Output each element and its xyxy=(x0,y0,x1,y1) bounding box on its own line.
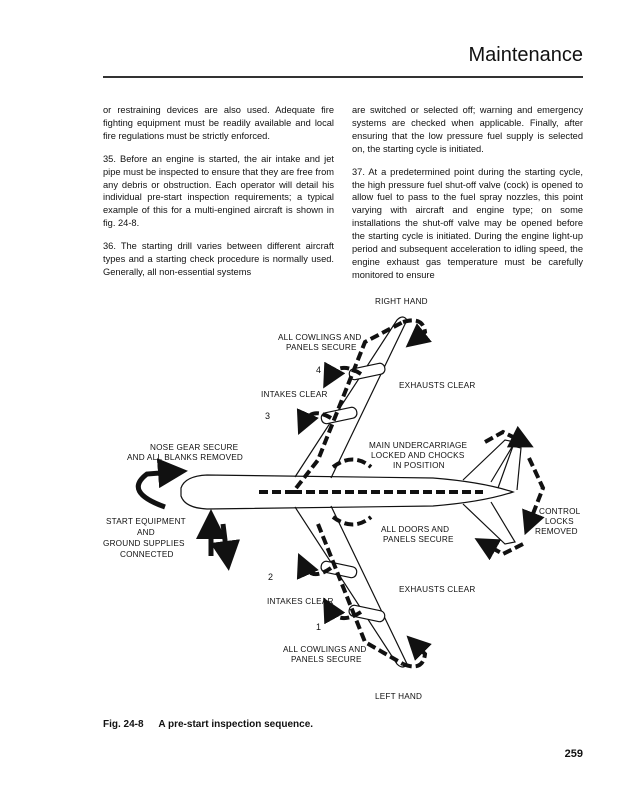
caption-text: A pre-start inspection sequence. xyxy=(158,719,314,730)
paragraph: are switched or selected off; warning and emergency systems are checked when applicable. Finally, after ensuring that the low pressure fuel supply is selected on, the starting cycle is initiated. xyxy=(352,105,583,154)
label-cowlings-top-1: ALL COWLINGS AND xyxy=(278,333,362,342)
label-nose-gear-1: NOSE GEAR SECURE xyxy=(150,443,239,452)
label-control-3: REMOVED xyxy=(535,527,578,536)
left-column xyxy=(103,104,334,289)
paragraph-35: 35. Before an engine is started, the air intake and jet pipe must be inspected to ensure that they are free from any debris or obstruction. Each operator will detail his individual pre-start inspection requirements; a typical example of this for a multi-engined aircraft is shown in fig. 24-8. xyxy=(103,153,335,229)
label-exhausts-bottom: EXHAUSTS CLEAR xyxy=(399,585,476,594)
header-rule xyxy=(103,76,583,78)
label-doors-2: PANELS SECURE xyxy=(383,535,454,544)
engine-number-4: 4 xyxy=(316,365,322,375)
label-start-equipment-1: START EQUIPMENT xyxy=(106,517,186,526)
paragraph: or restraining devices are also used. Adequate fire fighting equipment must be readily available and local fire regulations must be strictly enforced. xyxy=(103,105,334,141)
paragraph-37: 37. At a predetermined point during the starting cycle, the high pressure fuel shut-off valve (cock) is opened to allow fuel to pass to the fuel spray nozzles, this point varying with aircraft and engine type; on some installations the shut-off valve may be opened before the starting cycle is initiated. During the engine light-up period and subsequent acceleration to idling speed, the engine exhaust gas temperature must be carefully monitored to ensure xyxy=(352,166,583,280)
label-cowlings-top-2: PANELS SECURE xyxy=(286,343,357,352)
inspection-sequence-figure xyxy=(103,292,583,710)
label-intakes-top: INTAKES CLEAR xyxy=(261,390,328,399)
aircraft-diagram xyxy=(103,292,583,710)
label-nose-gear-2: AND ALL BLANKS REMOVED xyxy=(127,453,244,462)
label-start-equipment-2: AND xyxy=(137,528,155,537)
page-number: 259 xyxy=(564,748,583,760)
engine-number-1: 1 xyxy=(316,622,322,632)
label-exhausts-top: EXHAUSTS CLEAR xyxy=(399,381,476,390)
section-title: Maintenance xyxy=(468,44,583,66)
engine-number-2: 2 xyxy=(268,572,274,582)
figure-caption xyxy=(103,719,313,730)
engine-number-3: 3 xyxy=(265,411,271,421)
label-left-hand: LEFT HAND xyxy=(375,692,423,701)
figure-number: Fig. 24-8 xyxy=(103,719,144,730)
label-control-1: CONTROL xyxy=(539,507,581,516)
label-main-uc-1: MAIN UNDERCARRIAGE xyxy=(369,441,468,450)
label-right-hand: RIGHT HAND xyxy=(375,297,428,306)
label-cowlings-bottom-2: PANELS SECURE xyxy=(291,655,362,664)
label-start-equipment-4: CONNECTED xyxy=(120,550,174,559)
right-column xyxy=(352,104,583,292)
label-doors-1: ALL DOORS AND xyxy=(381,525,450,534)
inspection-path xyxy=(259,320,543,666)
label-start-equipment-3: GROUND SUPPLIES xyxy=(103,539,185,548)
paragraph-36: 36. The starting drill varies between different aircraft types and a starting check procedure is normally used. Generally, all non-essential systems xyxy=(103,241,334,277)
label-cowlings-bottom-1: ALL COWLINGS AND xyxy=(283,645,367,654)
label-main-uc-3: IN POSITION xyxy=(393,461,445,470)
label-control-2: LOCKS xyxy=(545,517,574,526)
label-main-uc-2: LOCKED AND CHOCKS xyxy=(371,451,465,460)
label-intakes-bottom: INTAKES CLEAR xyxy=(267,597,334,606)
